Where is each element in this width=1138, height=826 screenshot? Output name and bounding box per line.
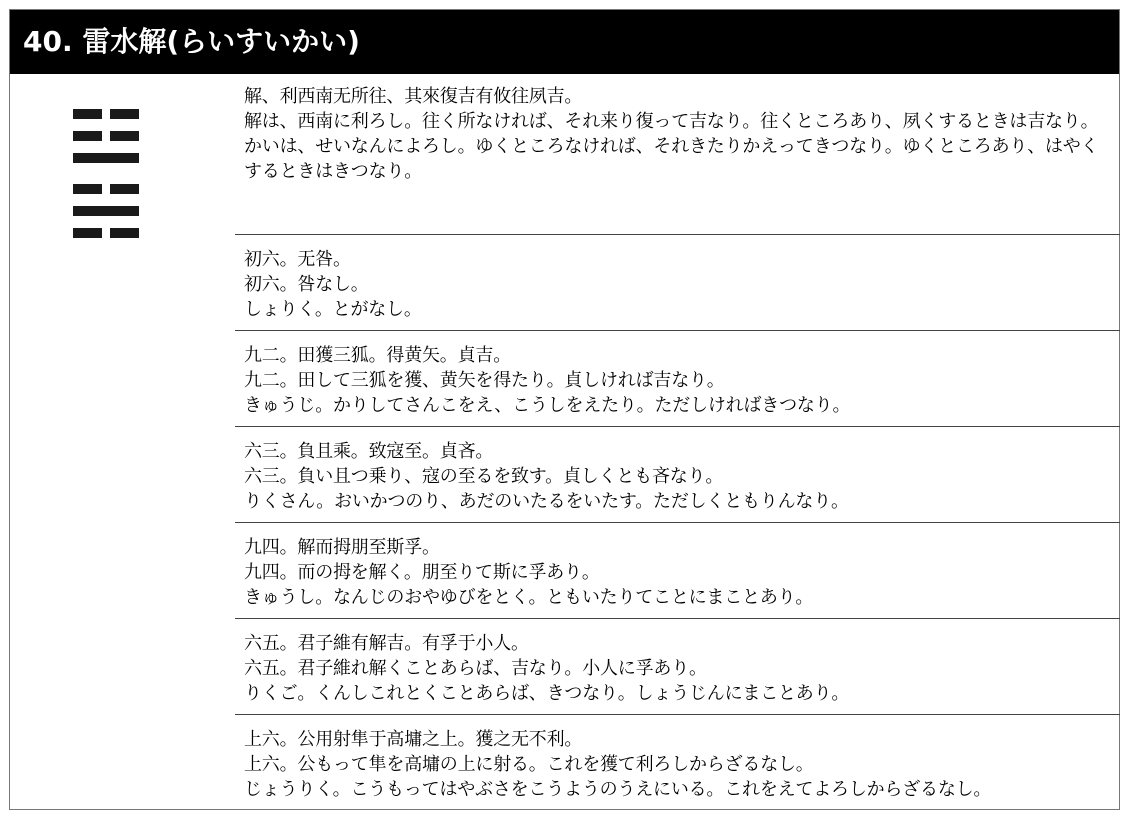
entry-reading-text: 九二。田して三狐を獲、黄矢を得たり。貞しければ吉なり。 bbox=[244, 370, 725, 391]
entry-text bbox=[244, 727, 1110, 802]
page-title: 40. 雷水解(らいすいかい) bbox=[23, 25, 360, 58]
entry-text bbox=[244, 343, 1110, 418]
hexagram-broken-segment bbox=[110, 184, 139, 194]
entry-reading-text: 六三。負い且つ乗り、寇の至るを致す。貞しくとも吝なり。 bbox=[244, 466, 724, 487]
entry-row bbox=[235, 74, 1120, 235]
entry-reading-text: 九四。而の拇を解く。朋至りて斯に孚あり。 bbox=[244, 562, 600, 583]
hexagram-broken-segment bbox=[110, 109, 139, 119]
entry-text bbox=[244, 631, 1110, 706]
entry-row bbox=[235, 427, 1120, 523]
entry-reading-text: 解は、西南に利ろし。往く所なければ、それ来り復って吉なり。往くところあり、夙くするときは吉なり。 bbox=[244, 111, 1099, 132]
hexagram-broken-segment bbox=[110, 228, 139, 238]
entry-text bbox=[244, 535, 1110, 610]
hexagram-solid-segment bbox=[73, 206, 139, 216]
entry-classical-text: 上六。公用射隼于高墉之上。獲之无不利。 bbox=[244, 729, 583, 750]
hexagram-line-2-broken bbox=[73, 131, 139, 141]
entry-classical-text: 六三。負且乘。致寇至。貞吝。 bbox=[244, 441, 494, 462]
entry-classical-text: 六五。君子維有解吉。有孚于小人。 bbox=[244, 633, 529, 654]
hexagram-broken-segment bbox=[73, 131, 102, 141]
hexagram-solid-segment bbox=[73, 153, 139, 163]
entry-reading-text: 上六。公もって隼を高墉の上に射る。これを獲て利ろしからざるなし。 bbox=[244, 754, 814, 775]
entry-kana-text: かいは、せいなんによろし。ゆくところなければ、それきたりかえってきつなり。ゆくところあり、はやくするときはきつなり。 bbox=[244, 136, 1099, 182]
entry-kana-text: りくご。くんしこれとくことあらば、きつなり。しょうじんにまことあり。 bbox=[244, 683, 850, 704]
entry-row bbox=[235, 331, 1120, 427]
entry-row bbox=[235, 523, 1120, 619]
entry-kana-text: きゅうし。なんじのおやゆびをとく。ともいたりてことにまことあり。 bbox=[244, 587, 814, 608]
title-bar bbox=[10, 10, 1119, 74]
hexagram-line-6-broken bbox=[73, 228, 139, 238]
hexagram-line-4-broken bbox=[73, 184, 139, 194]
hexagram-line-1-broken bbox=[73, 109, 139, 119]
hexagram-40-icon bbox=[73, 109, 139, 234]
entry-classical-text: 九二。田獲三狐。得黄矢。貞吉。 bbox=[244, 345, 511, 366]
entry-classical-text: 初六。无咎。 bbox=[244, 249, 351, 270]
entry-row bbox=[235, 619, 1120, 715]
hexagram-broken-segment bbox=[110, 131, 139, 141]
entry-classical-text: 九四。解而拇朋至斯孚。 bbox=[244, 537, 440, 558]
entry-text bbox=[244, 247, 1110, 322]
entry-classical-text: 解、利西南无所往、其來復吉有攸往夙吉。 bbox=[244, 86, 583, 107]
hexagram-line-3-solid bbox=[73, 153, 139, 163]
entry-reading-text: 初六。咎なし。 bbox=[244, 274, 369, 295]
hexagram-broken-segment bbox=[73, 109, 102, 119]
entry-kana-text: きゅうじ。かりしてさんこをえ、こうしをえたり。ただしければきつなり。 bbox=[244, 395, 851, 416]
entry-text bbox=[244, 84, 1110, 184]
hexagram-line-5-solid bbox=[73, 206, 139, 216]
hexagram-broken-segment bbox=[73, 228, 102, 238]
entry-reading-text: 六五。君子維れ解くことあらば、吉なり。小人に孚あり。 bbox=[244, 658, 707, 679]
entry-kana-text: じょうりく。こうもってはやぶさをこうようのうえにいる。これをえてよろしからざるなし。 bbox=[244, 779, 992, 800]
entry-kana-text: しょりく。とがなし。 bbox=[244, 299, 422, 320]
entry-row bbox=[235, 235, 1120, 331]
hexagram-card bbox=[9, 9, 1120, 810]
entry-row bbox=[235, 715, 1120, 810]
entry-text bbox=[244, 439, 1110, 514]
hexagram-broken-segment bbox=[73, 184, 102, 194]
entry-kana-text: りくさん。おいかつのり、あだのいたるをいたす。ただしくともりんなり。 bbox=[244, 491, 849, 512]
